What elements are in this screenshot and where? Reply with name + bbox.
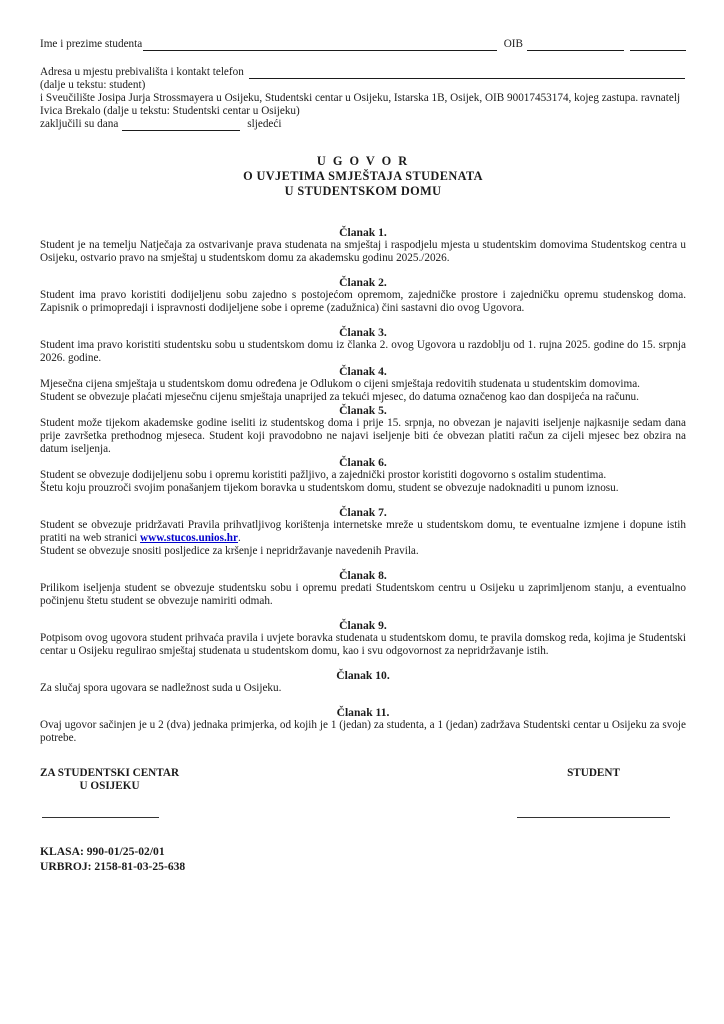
urbroj-line: URBROJ: 2158-81-03-25-638 [40, 860, 186, 873]
signature-left-line1: ZA STUDENTSKI CENTAR [40, 767, 180, 779]
oib-label: OIB [503, 38, 523, 50]
contract-title-line2: O UVJETIMA SMJEŠTAJA STUDENATA [243, 169, 483, 183]
article-1-heading: Članak 1. [339, 226, 387, 239]
article-1 [40, 226, 686, 265]
article-10 [40, 669, 686, 695]
article-2 [40, 276, 686, 315]
signature-lines-row [40, 817, 686, 818]
stucos-website-link[interactable]: www.stucos.unios.hr [140, 532, 238, 544]
article-9-paragraph: Potpisom ovog ugovora student prihvaća pravila i uvjete boravka studenata u studentskom domu, te pravila domskog reda, kojima je Studentski centar u Osijeku regulirao smještaj studenata u studentskom domu, kao i svu odgovornost za nepridržavanje istih. [40, 632, 686, 657]
article-7-text-before-link: Student se obvezuje pridržavati Pravila prihvatljivog korištenja internetske mreže u studentskom domu, te eventualne izmjene i dopune istih pratiti na web stranici [40, 519, 686, 544]
article-9 [40, 619, 686, 658]
signature-left-line2: U OSIJEKU [79, 780, 140, 792]
oib-blank-line-1 [527, 40, 624, 51]
name-label: Ime i prezime studenta [40, 38, 143, 50]
date-prefix: zaključili su dana [40, 118, 119, 130]
date-row [40, 118, 686, 131]
contract-title-line1: U G O V O R [316, 154, 410, 168]
articles-section [40, 226, 686, 745]
article-6-heading: Članak 6. [339, 456, 387, 469]
article-1-paragraph: Student je na temelju Natječaja za ostvarivanje prava studenata na smještaj i raspodjelu mjesta u studentskim domovima Studentskog centra u Osijeku, ostvario pravo na smještaj u studentskom domu za akademsku godinu 2025./2026. [40, 239, 686, 264]
article-8-heading: Članak 8. [339, 569, 387, 582]
article-4-paragraph-1: Mjesečna cijena smještaja u studentskom domu određena je Odlukom o cijeni smještaja redovitih studenata u studentskim domovima. [40, 378, 640, 390]
article-6-paragraph-1: Student se obvezuje dodijeljenu sobu i opremu koristiti pažljivo, a zajednički prostor koristiti dogovorno s ostalim studentima. [40, 469, 607, 481]
address-label: Adresa u mjestu prebivališta i kontakt telefon [40, 66, 244, 78]
signature-right-label: STUDENT [567, 767, 620, 779]
article-7-paragraph-1 [40, 519, 686, 545]
oib-blank-line-2 [630, 40, 686, 51]
article-2-paragraph: Student ima pravo koristiti dodijeljenu sobu zajedno s postojećom opremom, zajedničke prostore i zajedničku opremu studenskog doma. Zapisnik o primopredaji i ispravnosti dodijeljene sobe i opreme (zadužnica) čini sastavni dio ovog Ugovora. [40, 289, 686, 314]
contract-title-line3: U STUDENTSKOM DOMU [284, 184, 442, 198]
article-3 [40, 326, 686, 365]
article-10-paragraph: Za slučaj spora ugovara se nadležnost suda u Osijeku. [40, 682, 282, 694]
article-2-heading: Članak 2. [339, 276, 387, 289]
article-7-heading: Članak 7. [339, 506, 387, 519]
date-blank-line [122, 120, 240, 131]
article-8 [40, 569, 686, 608]
name-oib-row [40, 38, 686, 51]
article-6-paragraph-2: Štetu koju prouzroči svojim ponašanjem tijekom boravka u studentskom domu, student se obvezuje nadoknaditi u punom iznosu. [40, 482, 619, 494]
article-10-heading: Članak 10. [336, 669, 390, 682]
signature-line-right [517, 817, 670, 818]
university-line: i Sveučilište Josipa Jurja Strossmayera u Osijeku, Studentski centar u Osijeku, Istarska 1B, Osijek, OIB 90017453174, kojeg zastupa. ravnatelj [40, 92, 681, 104]
signature-left-block [40, 767, 179, 793]
address-blank-line [249, 68, 685, 79]
article-5-paragraph: Student može tijekom akademske godine iseliti iz studentskog doma i prije 15. srpnja, no obvezan je najaviti iseljenje najkasnije sedam dana prije završetka prethodnog mjeseca. Student koji pravodobno ne najavi iseljenje biti će obvezan platiti račun za cijeli mjesec bez obzira na datum iseljenja. [40, 417, 686, 455]
signature-lines-spacer [159, 817, 517, 818]
article-8-paragraph: Prilikom iseljenja student se obvezuje studentsku sobu i opremu predati Studentskom centru u Osijeku u zaprimljenom stanju, a eventualno počinjenu štetu student se obvezuje namiriti odmah. [40, 582, 686, 607]
director-line: Ivica Brekalo (dalje u tekstu: Studentski centar u Osijeku) [40, 105, 300, 117]
klasa-line: KLASA: 990-01/25-02/01 [40, 845, 165, 858]
address-row [40, 66, 686, 79]
article-5-heading: Članak 5. [339, 404, 387, 417]
name-blank-line [143, 40, 497, 51]
article-6 [40, 456, 686, 495]
article-7 [40, 506, 686, 558]
registry-footer [40, 844, 686, 874]
article-11 [40, 706, 686, 745]
article-11-paragraph: Ovaj ugovor sačinjen je u 2 (dva) jednaka primjerka, od kojih je 1 (jedan) za studenta, a 1 (jedan) zadržava Studentski centar u Osijeku za svoje potrebe. [40, 719, 686, 744]
article-7-paragraph-2: Student se obvezuje snositi posljedice za kršenje i nepridržavanje navedenih Pravila. [40, 545, 419, 557]
article-3-heading: Članak 3. [339, 326, 387, 339]
article-3-paragraph: Student ima pravo koristiti studentsku sobu u studentskom domu iz članka 2. ovog Ugovora u razdoblju od 1. rujna 2025. godine do 15. srpnja 2026. godine. [40, 339, 686, 364]
article-11-heading: Članak 11. [336, 706, 390, 719]
date-suffix: sljedeći [247, 118, 282, 130]
contract-title [40, 154, 686, 199]
signature-line-left [42, 817, 159, 818]
article-4 [40, 365, 686, 404]
article-9-heading: Članak 9. [339, 619, 387, 632]
article-4-paragraph-2: Student se obvezuje plaćati mjesečnu cijenu smještaja unaprijed za tekući mjesec, do datuma označenog kao dan dospijeća na računu. [40, 391, 639, 403]
article-5 [40, 404, 686, 456]
article-4-heading: Članak 4. [339, 365, 387, 378]
student-alias-line: (dalje u tekstu: student) [40, 79, 146, 91]
article-7-text-after-link: . [237, 532, 241, 544]
signature-labels-row [40, 767, 686, 793]
